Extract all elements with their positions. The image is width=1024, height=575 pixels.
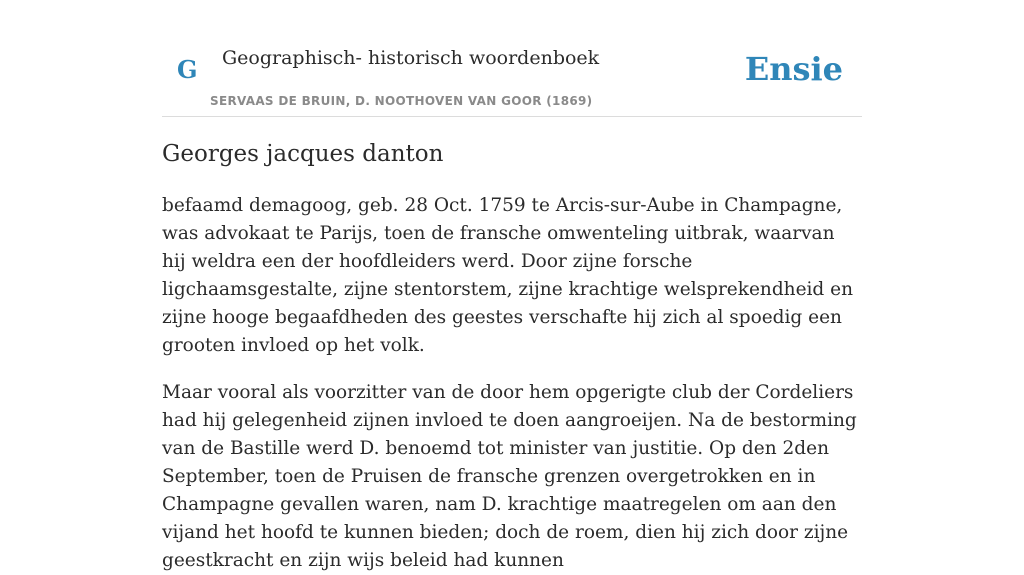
entry-content	[162, 138, 862, 575]
dictionary-title[interactable]: Geographisch- historisch woordenboek	[222, 47, 600, 69]
entry-title: Georges jacques danton	[162, 141, 444, 167]
ensie-logo-link[interactable]: Ensie	[744, 50, 843, 88]
dictionary-authors: SERVAAS DE BRUIN, D. NOOTHOVEN VAN GOOR (1869)	[210, 94, 593, 108]
entry-paragraph: befaamd demagoog, geb. 28 Oct. 1759 te Arcis-sur-Aube in Champagne, was advokaat te Parijs, toen de fransche omwenteling uitbrak, waarvan hij weldra een der hoofdleiders werd. Door zijne forsche ligchaamsgestalte, zijne stentorstem, zijne krachtige welsprekendheid en zijne hooge begaafdheden des geestes verschafte hij zich al spoedig een grooten invloed op het volk.	[162, 195, 854, 356]
entry-paragraph: Maar vooral als voorzitter van de door hem opgerigte club der Cordeliers had hij gelegenheid zijnen invloed te doen aangroeijen. Na de bestorming van de Bastille werd D. benoemd tot minister van justitie. Op den 2den September, toen de Pruisen de fransche grenzen overgetrokken en in Champagne gevallen waren, nam D. krachtige maatregelen om aan den vijand het hoofd te kunnen bieden; doch de roem, dien hij zich door zijne geestkracht en zijn wijs beleid had kunnen	[162, 382, 857, 571]
site-header	[162, 0, 862, 117]
dictionary-logo-icon[interactable]: G	[177, 55, 198, 84]
